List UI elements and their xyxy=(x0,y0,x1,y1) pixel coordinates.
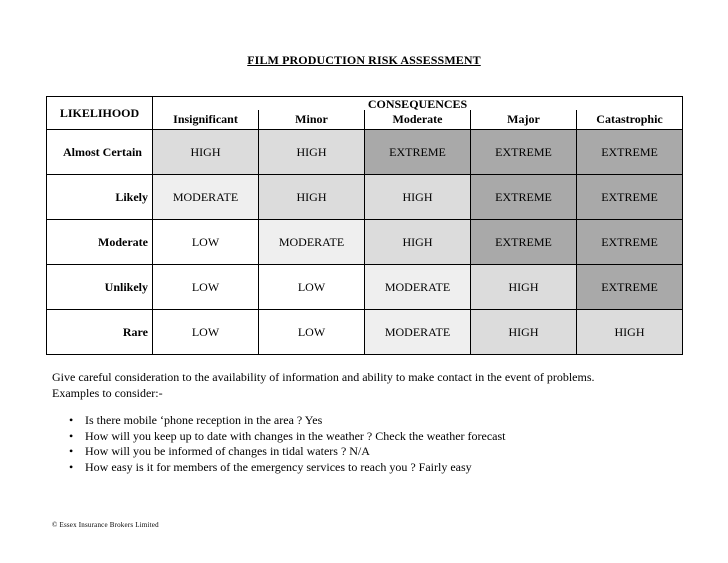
list-item-text: Is there mobile ‘phone reception in the area ? Yes xyxy=(85,413,323,427)
table-row xyxy=(47,310,683,355)
column-header-catastrophic: Catastrophic xyxy=(577,110,683,130)
row-header-moderate: Moderate xyxy=(47,220,153,265)
risk-cell: EXTREME xyxy=(471,220,577,265)
list-item xyxy=(52,444,506,460)
risk-cell: LOW xyxy=(153,220,259,265)
column-header-insignificant: Insignificant xyxy=(153,110,259,130)
bullet-icon: • xyxy=(69,428,74,443)
risk-cell: EXTREME xyxy=(365,130,471,175)
table-row xyxy=(47,265,683,310)
examples-list xyxy=(52,413,506,475)
risk-cell: LOW xyxy=(259,265,365,310)
list-item xyxy=(52,413,506,429)
risk-cell: MODERATE xyxy=(153,175,259,220)
bullet-icon: • xyxy=(69,413,74,427)
bullet-icon: • xyxy=(69,459,74,474)
column-header-minor: Minor xyxy=(259,110,365,130)
risk-cell: MODERATE xyxy=(259,220,365,265)
risk-cell: HIGH xyxy=(153,130,259,175)
risk-cell: HIGH xyxy=(365,220,471,265)
risk-cell: EXTREME xyxy=(577,220,683,265)
risk-matrix-table xyxy=(46,96,683,355)
copyright-footer: © Essex Insurance Brokers Limited xyxy=(52,521,159,529)
intro-line: Examples to consider:- xyxy=(52,386,163,400)
risk-cell: MODERATE xyxy=(365,265,471,310)
risk-cell: EXTREME xyxy=(577,175,683,220)
risk-cell: LOW xyxy=(259,310,365,355)
risk-cell: LOW xyxy=(153,310,259,355)
intro-line: Give careful consideration to the availability of information and ability to make contact in the event of problems. xyxy=(52,370,595,384)
risk-cell: HIGH xyxy=(471,310,577,355)
column-header-major: Major xyxy=(471,110,577,130)
bullet-icon: • xyxy=(69,444,74,458)
intro-paragraph xyxy=(52,369,692,401)
row-header-unlikely: Unlikely xyxy=(47,265,153,310)
row-header-almost-certain: Almost Certain xyxy=(47,130,153,175)
risk-cell: EXTREME xyxy=(577,130,683,175)
row-header-likely: Likely xyxy=(47,175,153,220)
risk-cell: HIGH xyxy=(577,310,683,355)
list-item xyxy=(52,429,506,445)
table-row xyxy=(47,175,683,220)
column-header-moderate: Moderate xyxy=(365,110,471,130)
risk-cell: MODERATE xyxy=(365,310,471,355)
list-item-text: How easy is it for members of the emergency services to reach you ? Fairly easy xyxy=(85,459,472,474)
risk-cell: EXTREME xyxy=(471,130,577,175)
list-item xyxy=(52,460,506,476)
document-title: FILM PRODUCTION RISK ASSESSMENT xyxy=(247,53,481,67)
table-row xyxy=(47,130,683,175)
consequences-header: CONSEQUENCES xyxy=(153,97,683,111)
list-item-text: How will you be informed of changes in tidal waters ? N/A xyxy=(85,444,370,458)
risk-cell: HIGH xyxy=(365,175,471,220)
risk-cell: HIGH xyxy=(471,265,577,310)
risk-cell: LOW xyxy=(153,265,259,310)
likelihood-header: LIKELIHOOD xyxy=(47,97,153,130)
risk-cell: EXTREME xyxy=(577,265,683,310)
row-header-rare: Rare xyxy=(47,310,153,355)
risk-cell: HIGH xyxy=(259,175,365,220)
risk-cell: HIGH xyxy=(259,130,365,175)
risk-cell: EXTREME xyxy=(471,175,577,220)
list-item-text: How will you keep up to date with changes in the weather ? Check the weather forecast xyxy=(85,428,506,443)
table-row xyxy=(47,220,683,265)
